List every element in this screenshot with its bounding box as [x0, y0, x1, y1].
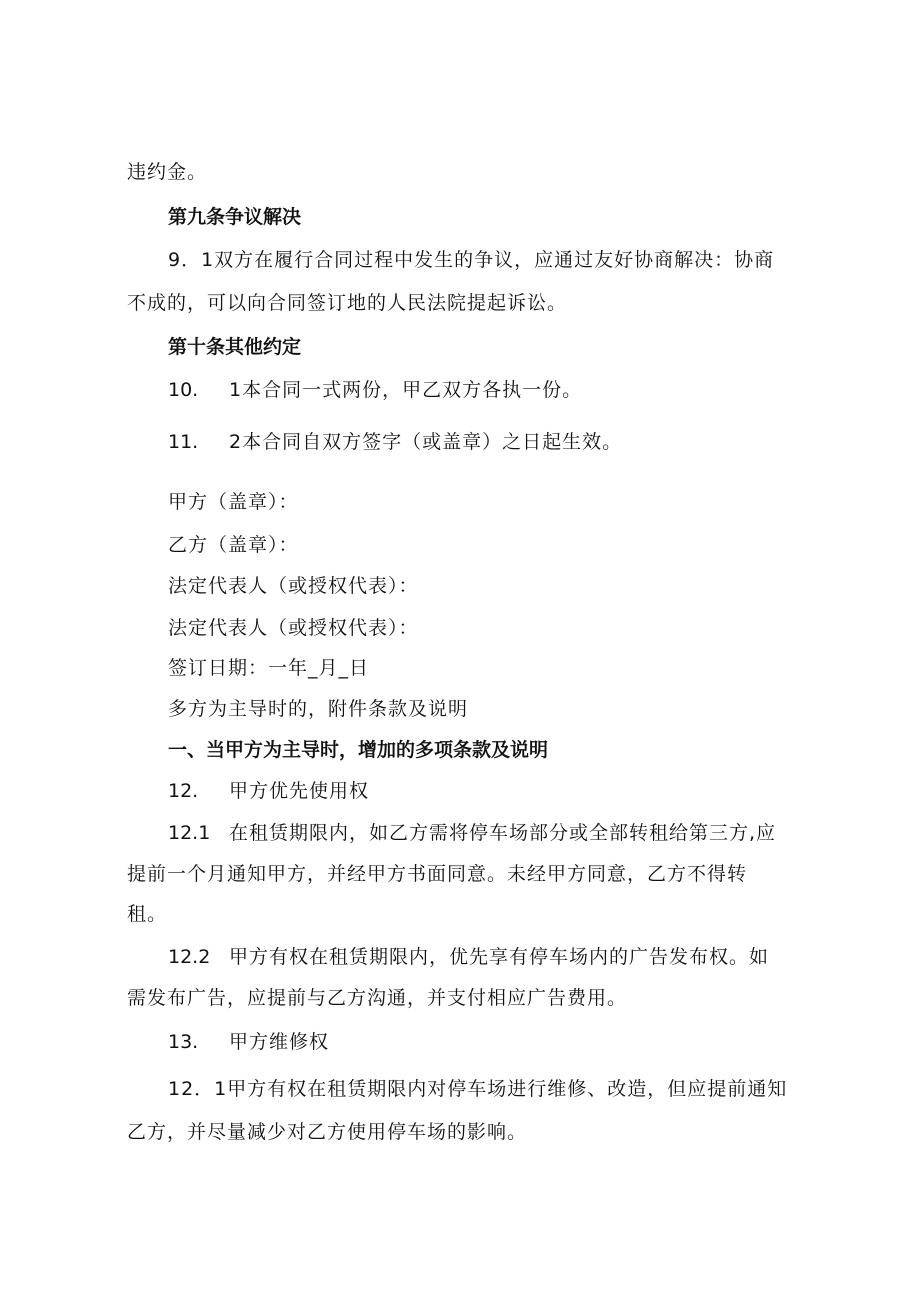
clause-11-number: 11.: [168, 431, 199, 453]
clause-12-number: 12.: [168, 780, 199, 802]
clause-12-1-line-1: 在租赁期限内，如乙方需将停车场部分或全部转租给第三方,应: [229, 822, 777, 844]
clause-12-1-number: 12.1: [168, 822, 211, 844]
clause-12-2-line-1: 甲方有权在租赁期限内，优先享有停车场内的广告发布权。如: [229, 946, 770, 968]
clause-13-1-line-1: 12．1甲方有权在租赁期限内对停车场进行维修、改造，但应提前通知: [168, 1078, 788, 1100]
clause-12-1-line-2: 提前一个月通知甲方，并经甲方书面同意。未经甲方同意，乙方不得转: [127, 863, 748, 885]
clause-12-1-line-3: 租。: [127, 903, 168, 925]
clause-9-1-line-2: 不成的，可以向合同签订地的人民法院提起诉讼。: [127, 292, 568, 314]
heading-article-9: 第九条争议解决: [168, 206, 302, 228]
clause-9-1-line-1: 9．1双方在履行合同过程中发生的争议，应通过友好协商解决：协商: [168, 249, 775, 271]
clause-13-1-line-2: 乙方，并尽量减少对乙方使用停车场的影响。: [127, 1121, 528, 1143]
clause-12-title: 甲方优先使用权: [229, 780, 370, 802]
heading-article-10: 第十条其他约定: [168, 336, 302, 358]
party-b-seal-label: 乙方（盖章）：: [168, 534, 299, 556]
clause-12-2-line-2: 需发布广告，应提前与乙方沟通，并支付相应广告费用。: [127, 987, 628, 1009]
clause-11-text: 2本合同自双方签字（或盖章）之日起生效。: [229, 431, 623, 453]
appendix-intro: 多方为主导时的，附件条款及说明: [168, 698, 469, 720]
clause-12-2-number: 12.2: [168, 946, 211, 968]
clause-10-text: 1本合同一式两份，甲乙双方各执一份。: [229, 379, 583, 401]
legal-representative-label-2: 法定代表人（或授权代表）：: [168, 617, 419, 639]
text-line-liquidated-damages: 违约金。: [127, 161, 208, 183]
legal-representative-label-1: 法定代表人（或授权代表）：: [168, 575, 419, 597]
clause-10-number: 10.: [168, 379, 199, 401]
clause-13-title: 甲方维修权: [229, 1031, 330, 1053]
appendix-heading-party-a: 一、当甲方为主导时，增加的多项条款及说明: [168, 739, 549, 761]
clause-13-number: 13.: [168, 1031, 199, 1053]
signing-date-label: 签订日期：一年_月_日: [168, 657, 370, 679]
party-a-seal-label: 甲方（盖章）：: [168, 491, 299, 513]
